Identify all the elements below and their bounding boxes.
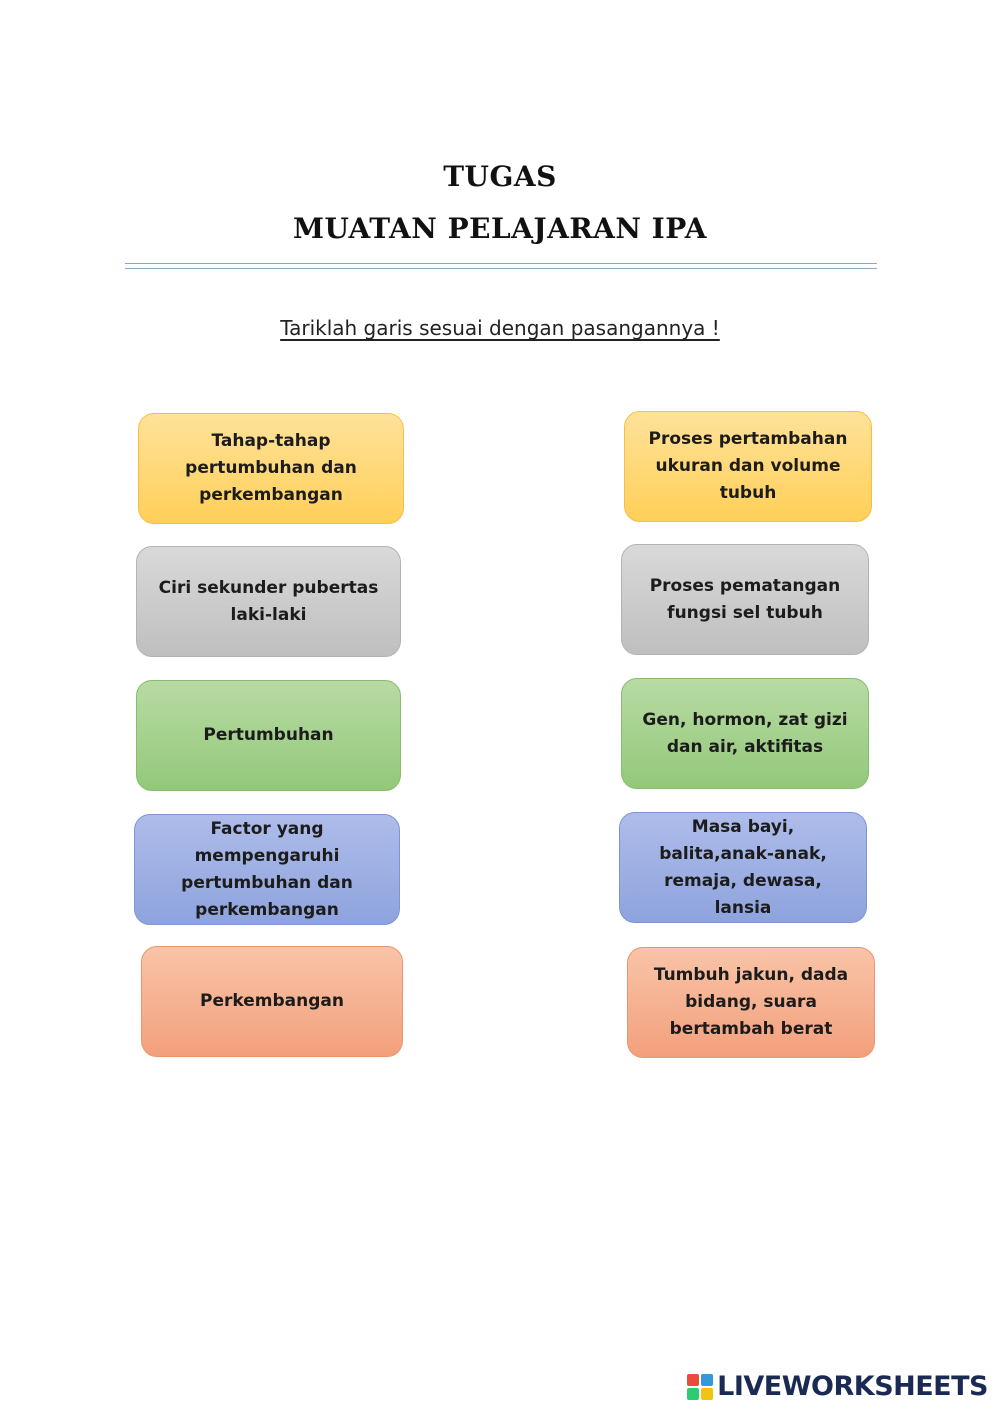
left-card-1[interactable] <box>138 413 404 524</box>
right-card-4[interactable] <box>619 812 867 923</box>
card-text: Masa bayi, balita,anak-anak, remaja, dewasa, lansia <box>659 816 827 918</box>
logo-text: LIVEWORKSHEETS <box>717 1371 988 1402</box>
card-text: Perkembangan <box>200 991 344 1011</box>
divider-line-bottom <box>125 268 877 269</box>
right-card-2[interactable] <box>621 544 869 655</box>
card-text: Proses pertambahan ukuran dan volume tubuh <box>648 429 848 503</box>
card-text: Gen, hormon, zat gizi dan air, aktifitas <box>642 709 848 757</box>
left-card-5[interactable] <box>141 946 403 1057</box>
left-card-4[interactable] <box>134 814 400 925</box>
right-card-3[interactable] <box>621 678 869 789</box>
card-text: Pertumbuhan <box>203 725 334 745</box>
card-text: Proses pematangan fungsi sel tubuh <box>649 575 841 623</box>
card-text: Tahap-tahap pertumbuhan dan perkembangan <box>185 431 357 505</box>
instruction-text: Tariklah garis sesuai dengan pasangannya ! <box>280 316 720 340</box>
liveworksheets-logo-icon <box>687 1374 713 1400</box>
logo-square <box>701 1388 713 1400</box>
card-text: Ciri sekunder pubertas laki-laki <box>158 577 379 625</box>
liveworksheets-logo[interactable] <box>687 1371 988 1402</box>
card-text: Factor yang mempengaruhi pertumbuhan dan perkembangan <box>181 818 353 920</box>
right-card-1[interactable] <box>624 411 872 522</box>
divider-line-top <box>125 263 877 264</box>
left-card-3[interactable] <box>136 680 401 791</box>
left-card-2[interactable] <box>136 546 401 657</box>
title-line-1: TUGAS <box>443 160 557 193</box>
title-line-2: MUATAN PELAJARAN IPA <box>292 212 708 245</box>
logo-square <box>687 1374 699 1386</box>
right-card-5[interactable] <box>627 947 875 1058</box>
logo-square <box>687 1388 699 1400</box>
card-text: Tumbuh jakun, dada bidang, suara bertambah berat <box>653 965 849 1039</box>
instruction <box>0 316 1000 340</box>
logo-square <box>701 1374 713 1386</box>
